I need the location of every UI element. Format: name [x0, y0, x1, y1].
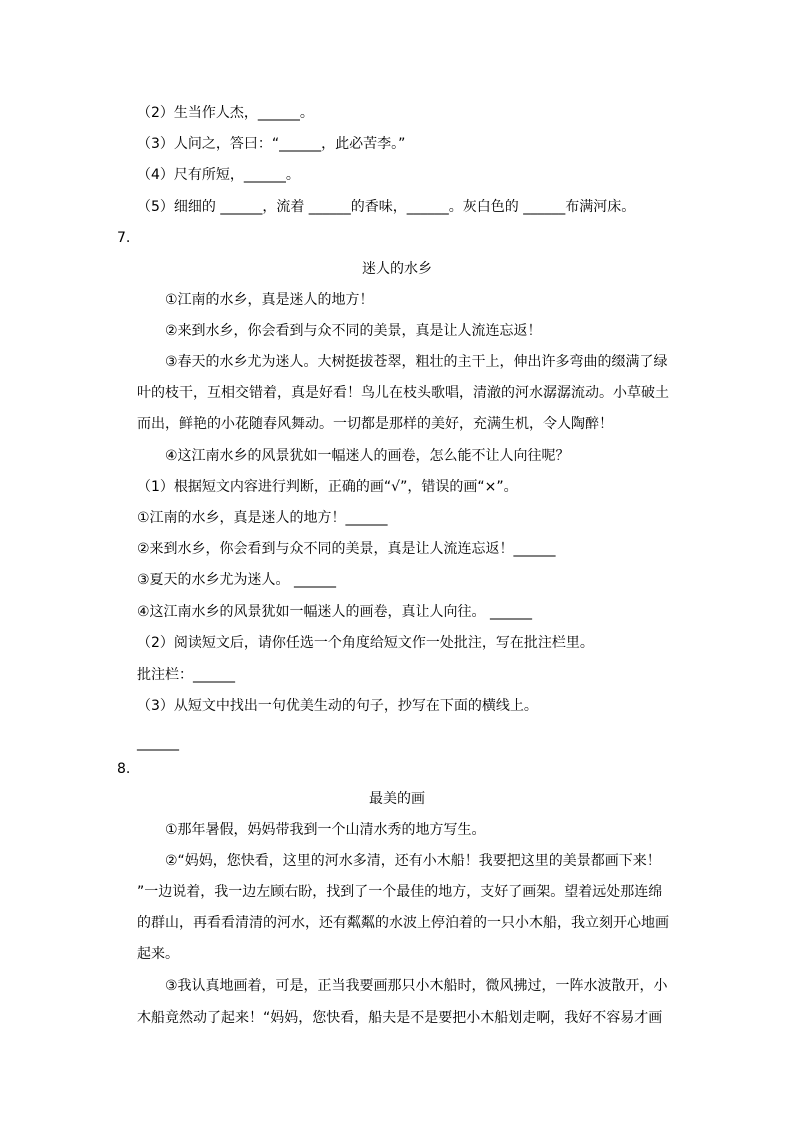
passage-line: ①那年暑假，妈妈带我到一个山清水秀的地方写生。 — [165, 822, 486, 838]
question-number: 7. — [117, 230, 131, 246]
passage-line: ②来到水乡，你会看到与众不同的美景，真是让人流连忘返！ — [165, 323, 542, 339]
judge-item: ③夏天的水乡尤为迷人。 ______ — [137, 572, 337, 588]
sub-question-2: （2）阅读短文后，请你任选一个角度给短文作一处批注，写在批注栏里。 — [137, 635, 594, 651]
passage-line: 木船竟然动了起来！“妈妈，您快看，船夫是不是要把小木船划走啊，我好不容易才画 — [137, 1010, 663, 1026]
passage-line: ③春天的水乡尤为迷人。大树挺拔苍翠，粗壮的主干上，伸出许多弯曲的缀满了绿 — [165, 354, 668, 370]
passage-title: 迷人的水乡 — [362, 261, 432, 277]
answer-line: ______ — [137, 735, 179, 751]
sub-question-1: （1）根据短文内容进行判断，正确的画“√”，错误的画“×”。 — [137, 479, 518, 495]
passage-line: 而出，鲜艳的小花随春风舞动。一切都是那样的美好，充满生机，令人陶醉！ — [137, 416, 613, 432]
passage-line: ②“妈妈，您快看，这里的河水多清，还有小木船！我要把这里的美景都画下来！ — [165, 853, 661, 869]
judge-item: ②来到水乡，你会看到与众不同的美景，真是让人流连忘返！______ — [137, 541, 556, 557]
fill-blank-3: （3）人问之，答曰：“______，此必苦李。” — [137, 136, 406, 152]
passage-line: 的群山，再看看清清的河水，还有粼粼的水波上停泊着的一只小木船，我立刻开心地画 — [137, 915, 669, 931]
passage-line: ③我认真地画着，可是，正当我要画那只小木船时，微风拂过，一阵水波散开，小 — [165, 978, 668, 994]
question-number: 8. — [117, 761, 131, 777]
passage-line: ④这江南水乡的风景犹如一幅迷人的画卷，怎么能不让人向往呢？ — [165, 448, 570, 464]
fill-blank-2: （2）生当作人杰，______。 — [137, 105, 314, 121]
passage-line: 起来。 — [137, 946, 179, 962]
passage-line: ”一边说着，我一边左顾右盼，找到了一个最佳的地方，支好了画架。望着远处那连绵 — [137, 884, 663, 900]
judge-item: ④这江南水乡的风景犹如一幅迷人的画卷，真让人向往。 ______ — [137, 604, 532, 620]
fill-blank-4: （4）尺有所短，______。 — [137, 167, 300, 183]
judge-item: ①江南的水乡，真是迷人的地方！______ — [137, 510, 388, 526]
passage-line: ①江南的水乡，真是迷人的地方！ — [165, 292, 374, 308]
passage-title: 最美的画 — [369, 791, 425, 807]
annotation-field: 批注栏：______ — [137, 667, 235, 683]
sub-question-3: （3）从短文中找出一句优美生动的句子，抄写在下面的横线上。 — [137, 698, 538, 714]
passage-line: 叶的枝干，互相交错着，真是好看！鸟儿在枝头歌唱，清澈的河水潺潺流动。小草破土 — [137, 385, 669, 401]
fill-blank-5: （5）细细的 ______，流着 ______的香味，______。灰白色的 ______布满河床。 — [137, 199, 636, 215]
